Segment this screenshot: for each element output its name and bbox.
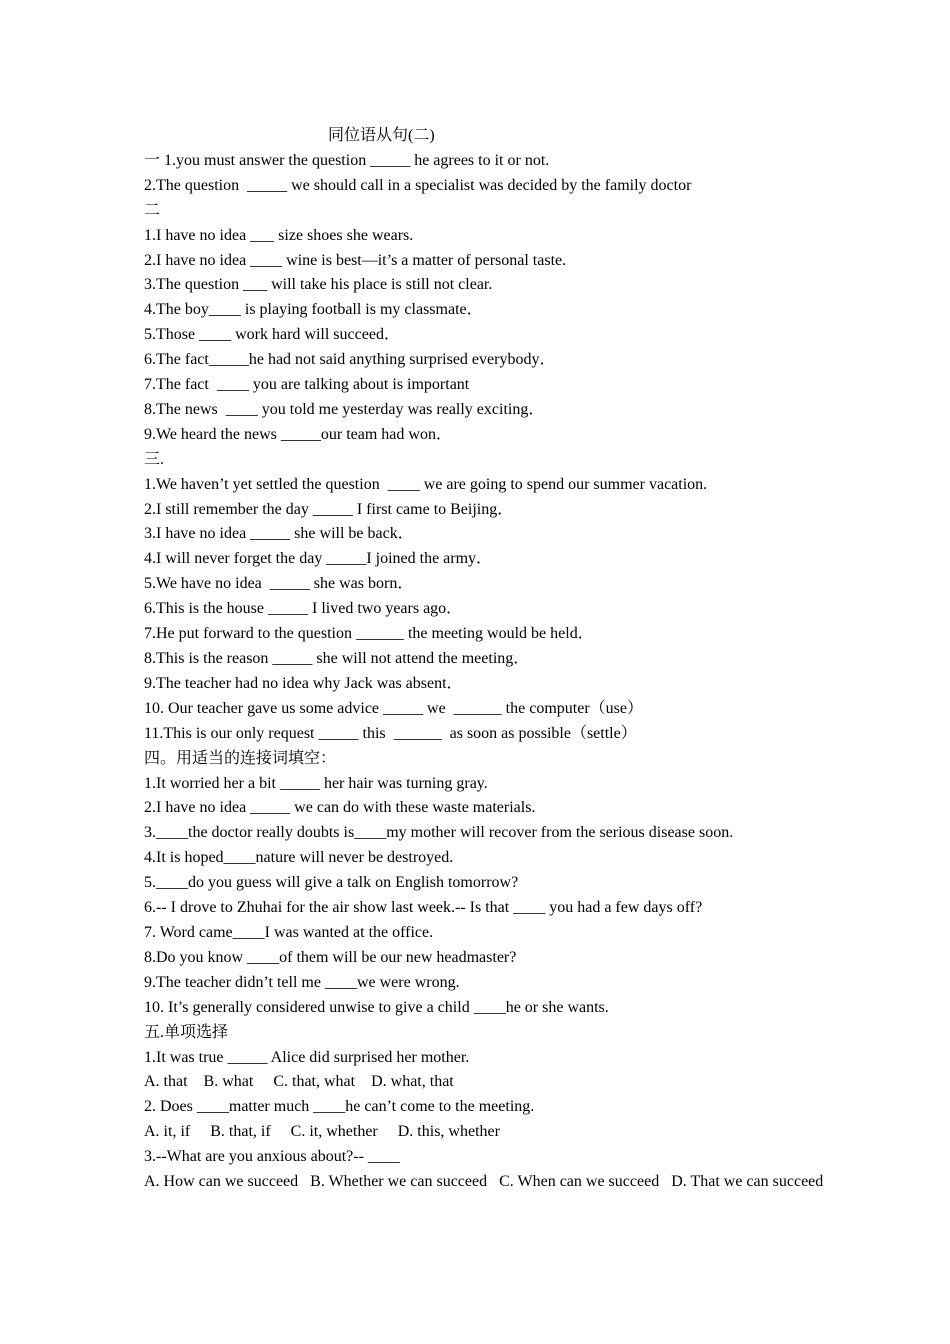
- text-line: 3.The question ___ will take his place is still not clear.: [144, 276, 493, 294]
- text-line: 2.I have no idea ____ wine is best—it’s a matter of personal taste.: [144, 251, 567, 269]
- text-line: 一 1.you must answer the question _____ he agrees to it or not.: [144, 151, 550, 169]
- answer-options: A. How can we succeed B. Whether we can succeed C. When can we succeed D. That we can succeed: [144, 1173, 824, 1191]
- text-line: 7. Word came____I was wanted at the office.: [144, 923, 434, 941]
- text-line: 2.I still remember the day _____ I first came to Beijing．: [144, 500, 514, 518]
- text-line: 5.We have no idea _____ she was born．: [144, 575, 414, 593]
- section-heading: 三.: [144, 450, 165, 468]
- text-line: 4.I will never forget the day _____I joined the army．: [144, 550, 493, 568]
- text-line: 5.Those ____ work hard will succeed．: [144, 326, 400, 344]
- text-line: 8.The news ____ you told me yesterday was really exciting．: [144, 400, 545, 418]
- text-line: 4.It is hoped____nature will never be destroyed.: [144, 849, 454, 867]
- text-line: 2.The question _____ we should call in a specialist was decided by the family doctor: [144, 176, 692, 194]
- text-line: 1.We haven’t yet settled the question ____ we are going to spend our summer vacation.: [144, 475, 708, 493]
- page-title: 同位语从句(二): [328, 127, 435, 144]
- text-line: 11.This is our only request _____ this ______ as soon as possible（settle）: [144, 724, 637, 742]
- exercise-body: [144, 149, 824, 1195]
- text-line: 8.This is the reason _____ she will not attend the meeting．: [144, 650, 530, 668]
- text-line: 6.This is the house _____ I lived two years ago．: [144, 600, 463, 618]
- text-line: 1.It worried her a bit _____ her hair was turning gray.: [144, 774, 488, 792]
- answer-options: A. it, if B. that, if C. it, whether D. this, whether: [144, 1123, 500, 1141]
- section-heading: 二: [144, 201, 161, 219]
- text-line: 7.The fact ____ you are talking about is important: [144, 376, 470, 394]
- section-heading: 五.单项选择: [144, 1023, 229, 1041]
- text-line: 4.The boy____ is playing football is my classmate．: [144, 301, 483, 319]
- text-line: 2.I have no idea _____ we can do with these waste materials.: [144, 799, 536, 817]
- text-line: 10. It’s generally considered unwise to give a child ____he or she wants.: [144, 998, 609, 1016]
- section-heading: 四。用适当的连接词填空：: [144, 749, 337, 767]
- text-line: 5.____do you guess will give a talk on English tomorrow?: [144, 874, 519, 892]
- text-line: 3.I have no idea _____ she will be back．: [144, 525, 414, 543]
- text-line: 3.____the doctor really doubts is____my mother will recover from the serious disease soon.: [144, 824, 734, 842]
- text-line: 6.-- I drove to Zhuhai for the air show last week.-- Is that ____ you had a few days off?: [144, 899, 703, 917]
- text-line: 7.He put forward to the question ______ the meeting would be held．: [144, 625, 594, 643]
- text-line: 10. Our teacher gave us some advice _____ we ______ the computer（use）: [144, 699, 643, 717]
- text-line: 8.Do you know ____of them will be our new headmaster?: [144, 948, 517, 966]
- text-line: 1.I have no idea ___ size shoes she wears.: [144, 226, 414, 244]
- document-page: [144, 124, 824, 1195]
- text-line: 9.The teacher had no idea why Jack was absent．: [144, 674, 463, 692]
- text-line: 9.The teacher didn’t tell me ____we were wrong.: [144, 973, 460, 991]
- text-line: 6.The fact_____he had not said anything surprised everybody．: [144, 351, 556, 369]
- text-line: 3.--What are you anxious about?-- ____: [144, 1148, 400, 1166]
- text-line: 9.We heard the news _____our team had won．: [144, 425, 452, 443]
- answer-options: A. that B. what C. that, what D. what, that: [144, 1073, 454, 1091]
- text-line: 1.It was true _____ Alice did surprised her mother.: [144, 1048, 470, 1066]
- text-line: 2. Does ____matter much ____he can’t come to the meeting.: [144, 1098, 535, 1116]
